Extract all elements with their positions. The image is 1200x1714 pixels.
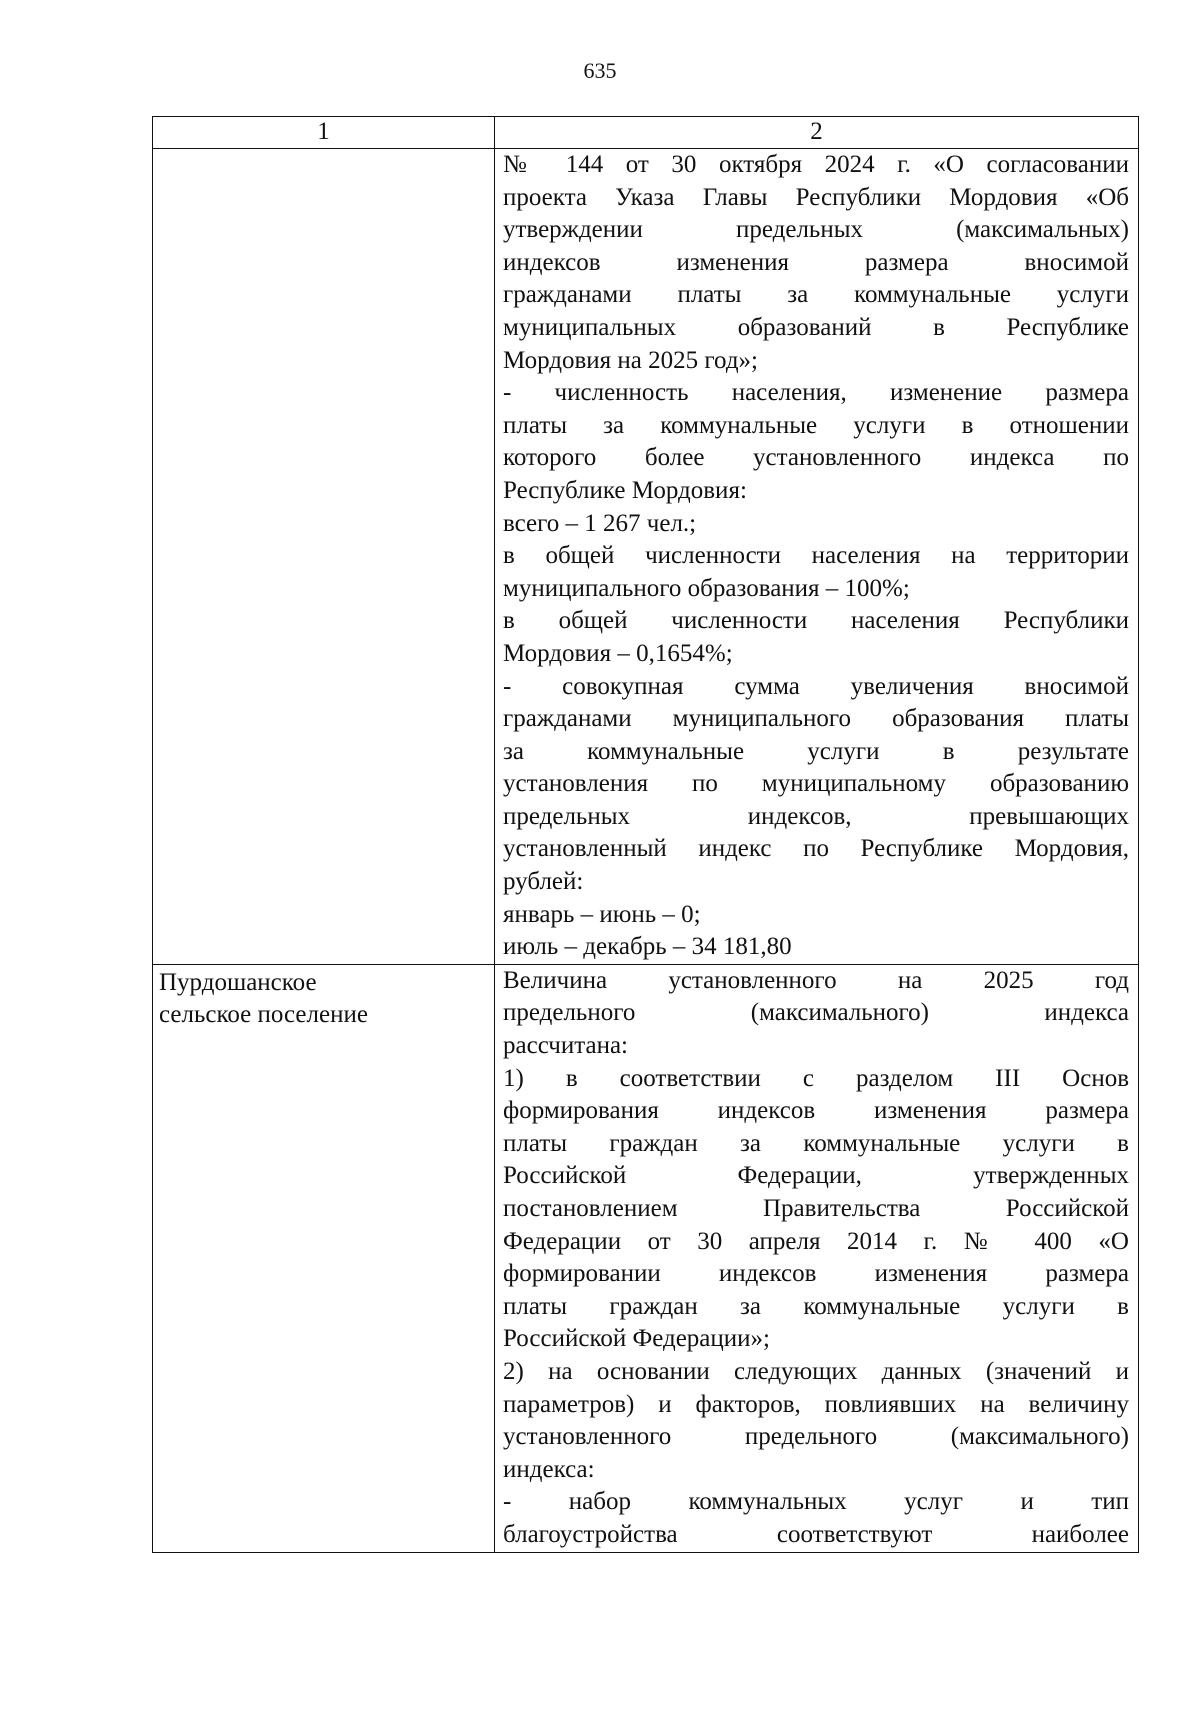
text-line: параметров) и факторов, повлиявших на величину (503, 1390, 1129, 1418)
text-line: индекса: (503, 1455, 595, 1483)
municipality-cell (153, 149, 495, 965)
description-cell (495, 149, 1139, 965)
text-line: - численность населения, изменение размера (503, 379, 1129, 407)
text-line: рублей: (503, 868, 584, 896)
text-line: Российской Федерации»; (503, 1325, 770, 1353)
text-line: всего – 1 267 чел.; (503, 509, 697, 537)
text-line: платы граждан за коммунальные услуги в (503, 1292, 1129, 1320)
text-line: Российской Федерации, утвержденных (503, 1162, 1129, 1190)
column-header-1: 1 (153, 117, 495, 149)
text-line: муниципальных образований в Республике (503, 313, 1129, 341)
text-line: утверждении предельных (максимальных) (503, 216, 1129, 244)
page-number: 635 (583, 58, 617, 83)
text-line: предельных индексов, превышающих (503, 802, 1129, 830)
text-line: Мордовия – 0,1654%; (503, 639, 733, 667)
description-cell (495, 964, 1139, 1552)
text-line: предельного (максимального) индекса (503, 999, 1129, 1027)
text-line: Величина установленного на 2025 год (503, 966, 1129, 994)
municipality-name-line: сельское поселение (159, 1001, 368, 1029)
column-header-2: 2 (495, 117, 1139, 149)
text-line: - набор коммунальных услуг и тип (503, 1488, 1129, 1516)
text-line: платы за коммунальные услуги в отношении (503, 411, 1129, 439)
text-line: муниципального образования – 100%; (503, 574, 910, 602)
text-line: формировании индексов изменения размера (503, 1260, 1129, 1288)
table-row (153, 964, 1139, 1552)
text-line: установленный индекс по Республике Мордовия, (503, 835, 1129, 863)
text-line: которого более установленного индекса по (503, 444, 1129, 472)
text-line: благоустройства соответствуют наиболее (503, 1520, 1129, 1548)
text-line: Мордовия на 2025 год»; (503, 346, 758, 374)
text-line: установленного предельного (максимального) (503, 1423, 1129, 1451)
text-line: гражданами платы за коммунальные услуги (503, 281, 1129, 309)
text-line: формирования индексов изменения размера (503, 1097, 1129, 1125)
text-line: Республике Мордовия: (503, 476, 747, 504)
text-line: гражданами муниципального образования платы (503, 705, 1129, 733)
text-line: в общей численности населения Республики (503, 607, 1129, 635)
text-line: № 144 от 30 октября 2024 г. «О согласовании (503, 151, 1129, 178)
text-line: платы граждан за коммунальные услуги в (503, 1129, 1129, 1157)
text-line: за коммунальные услуги в результате (503, 737, 1129, 765)
text-line: - совокупная сумма увеличения вносимой (503, 672, 1129, 700)
text-line: проекта Указа Главы Республики Мордовия «Об (503, 183, 1129, 211)
text-line: 2) на основании следующих данных (значений и (503, 1357, 1129, 1385)
municipality-cell (153, 964, 495, 1552)
text-line: в общей численности населения на территории (503, 542, 1129, 570)
municipality-name-line: Пурдошанское (159, 968, 317, 996)
text-line: январь – июнь – 0; (503, 900, 701, 928)
table-header-row (153, 117, 1139, 149)
text-line: постановлением Правительства Российской (503, 1195, 1129, 1222)
text-line: 1) в соответствии с разделом III Основ (503, 1064, 1129, 1092)
text-line: индексов изменения размера вносимой (503, 248, 1129, 276)
text-line: установления по муниципальному образованию (503, 770, 1129, 798)
document-table (152, 116, 1139, 1553)
text-line: рассчитана: (503, 1032, 628, 1060)
text-line: июль – декабрь – 34 181,80 (503, 933, 792, 961)
text-line: Федерации от 30 апреля 2014 г. № 400 «О (503, 1227, 1129, 1255)
table-row (153, 149, 1139, 965)
